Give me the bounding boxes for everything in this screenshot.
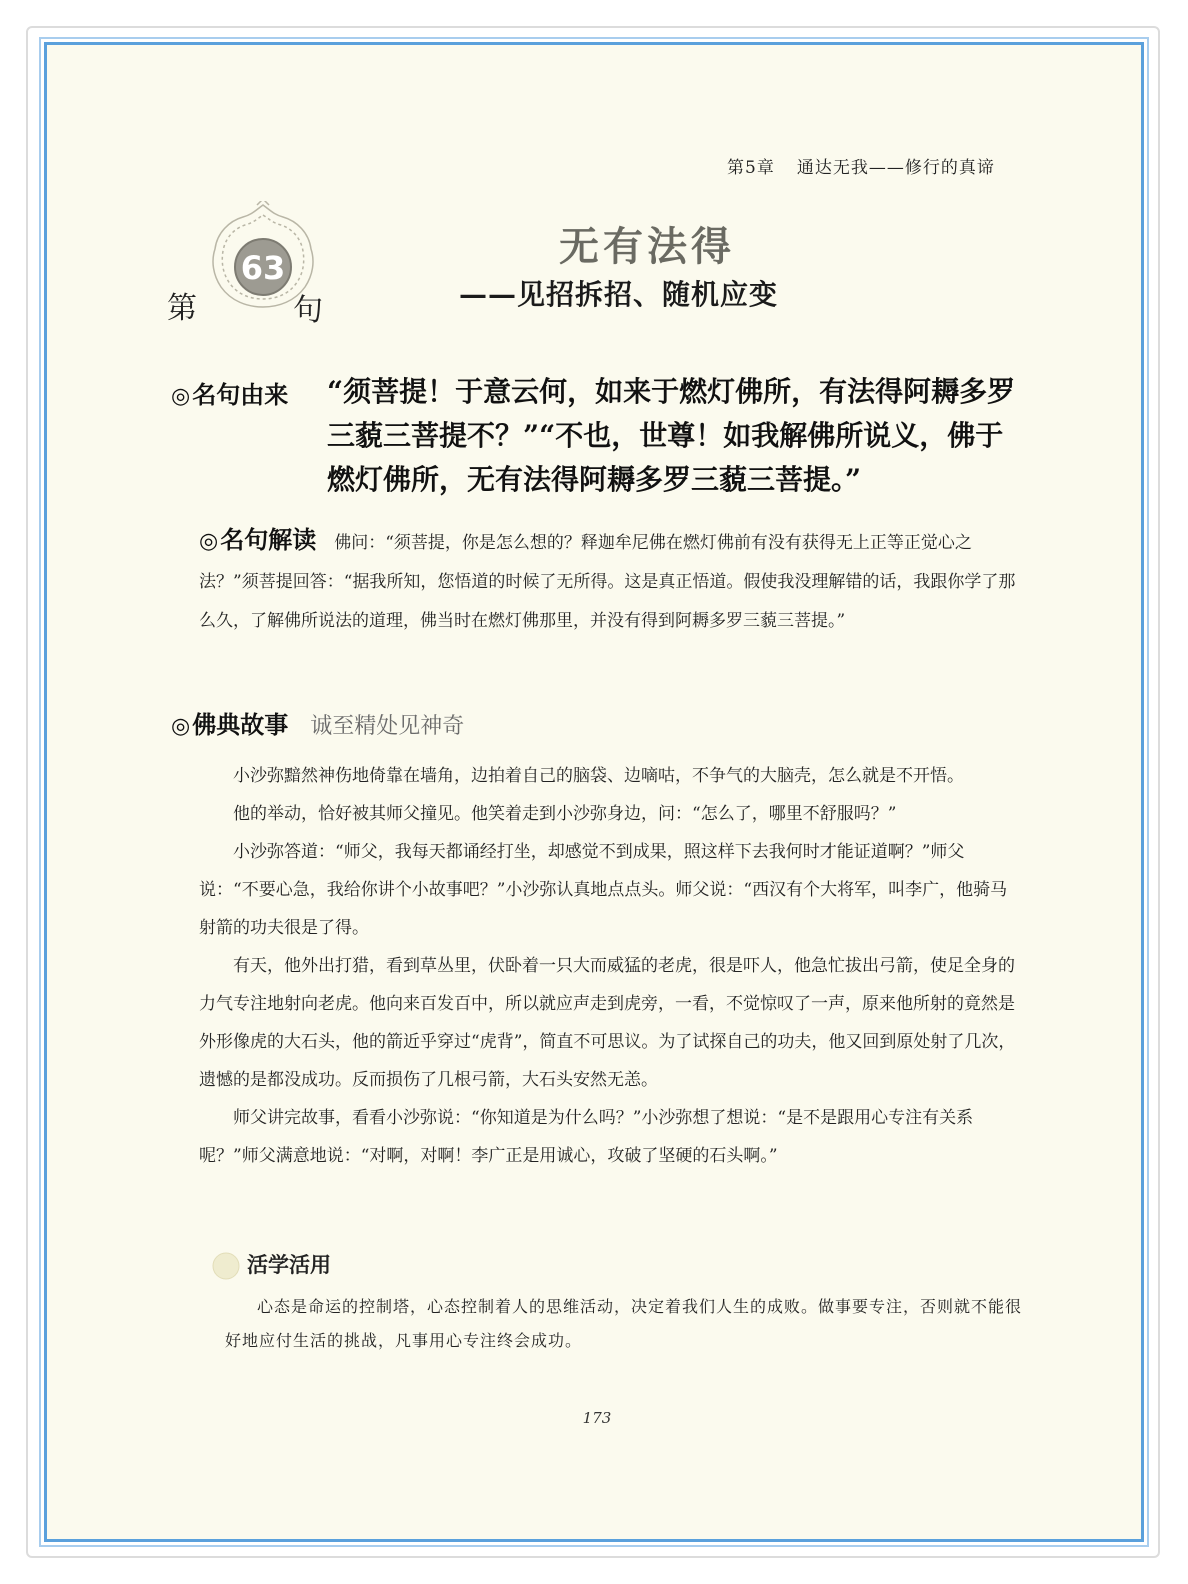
page-title: 无有法得 — [559, 224, 735, 270]
apply-text: 心态是命运的控制塔，心态控制着人的思维活动，决定着我们人生的成败。做事要专注，否则就不能很好地应付生活的挑战，凡事用心专注终会成功。 — [225, 1297, 1023, 1350]
origin-heading — [171, 375, 288, 410]
book-page — [44, 42, 1144, 1542]
story-paragraph: 有天，他外出打猎，看到草丛里，伏卧着一只大而威猛的老虎，很是吓人，他急忙拔出弓箭，使足全身的力气专注地射向老虎。他向来百发百中，所以就应声走到虎旁，一看，不觉惊叹了一声，原来他所射的竟然是外形像虎的大石头，他的箭近乎穿过“虎背”，简直不可思议。为了试探自己的功夫，他又回到原处射了几次，遗憾的是都没成功。反而损伤了几根弓箭，大石头安然无恙。 — [199, 956, 1016, 1090]
target-mark-icon: ◎ — [171, 384, 191, 409]
story-heading — [171, 705, 464, 740]
interpretation-heading-label: 名句解读 — [220, 526, 317, 554]
badge-suffix: 句 — [293, 293, 323, 328]
apply-heading: 活学活用 — [247, 1253, 331, 1277]
running-header — [727, 153, 995, 178]
lotus-icon — [211, 1251, 241, 1281]
apply-body — [225, 1290, 1025, 1358]
chapter-title: 通达无我——修行的真谛 — [796, 158, 995, 178]
origin-heading-label: 名句由来 — [192, 381, 289, 409]
badge-number: 63 — [240, 249, 286, 287]
page-subtitle: ——见招拆招、随机应变 — [459, 278, 779, 311]
origin-quote: “须菩提！于意云何，如来于燃灯佛所，有法得阿耨多罗三藐三菩提不？”“不也，世尊！如我解佛所说义，佛于燃灯佛所，无有法得阿耨多罗三藐三菩提。” — [327, 375, 1016, 496]
target-mark-icon: ◎ — [199, 529, 219, 554]
chapter-number: 第5章 — [727, 158, 775, 178]
badge-prefix: 第 — [167, 291, 197, 326]
story-paragraph: 小沙弥答道：“师父，我每天都诵经打坐，却感觉不到成果，照这样下去我何时才能证道啊？”师父说：“不要心急，我给你讲个小故事吧？”小沙弥认真地点点头。师父说：“西汉有个大将军，叫李广，他骑马射箭的功夫很是了得。 — [199, 842, 1008, 938]
target-mark-icon: ◎ — [171, 714, 191, 739]
story-paragraph: 师父讲完故事，看看小沙弥说：“你知道是为什么吗？”小沙弥想了想说：“是不是跟用心专注有关系呢？”师父满意地说：“对啊，对啊！李广正是用诚心，攻破了坚硬的石头啊。” — [199, 1108, 974, 1166]
interpretation-block — [199, 521, 1019, 641]
story-body — [199, 757, 1019, 1175]
story-paragraph: 他的举动，恰好被其师父撞见。他笑着走到小沙弥身边，问：“怎么了，哪里不舒服吗？” — [233, 804, 897, 824]
story-title: 诚至精处见神奇 — [310, 714, 465, 739]
story-heading-label: 佛典故事 — [192, 711, 289, 739]
interpretation-heading — [199, 526, 316, 554]
page-number: 173 — [582, 1409, 612, 1427]
story-paragraph: 小沙弥黯然神伤地倚靠在墙角，边拍着自己的脑袋、边嘀咕，不争气的大脑壳，怎么就是不开悟。 — [233, 766, 964, 786]
interpretation-text: 佛问：“须菩提，你是怎么想的？释迦牟尼佛在燃灯佛前有没有获得无上正等正觉心之法？”须菩提回答：“据我所知，您悟道的时候了无所得。这是真正悟道。假使我没理解错的话，我跟你学了那么久，了解佛所说法的道理，佛当时在燃灯佛那里，并没有得到阿耨多罗三藐三菩提。” — [199, 533, 1016, 631]
